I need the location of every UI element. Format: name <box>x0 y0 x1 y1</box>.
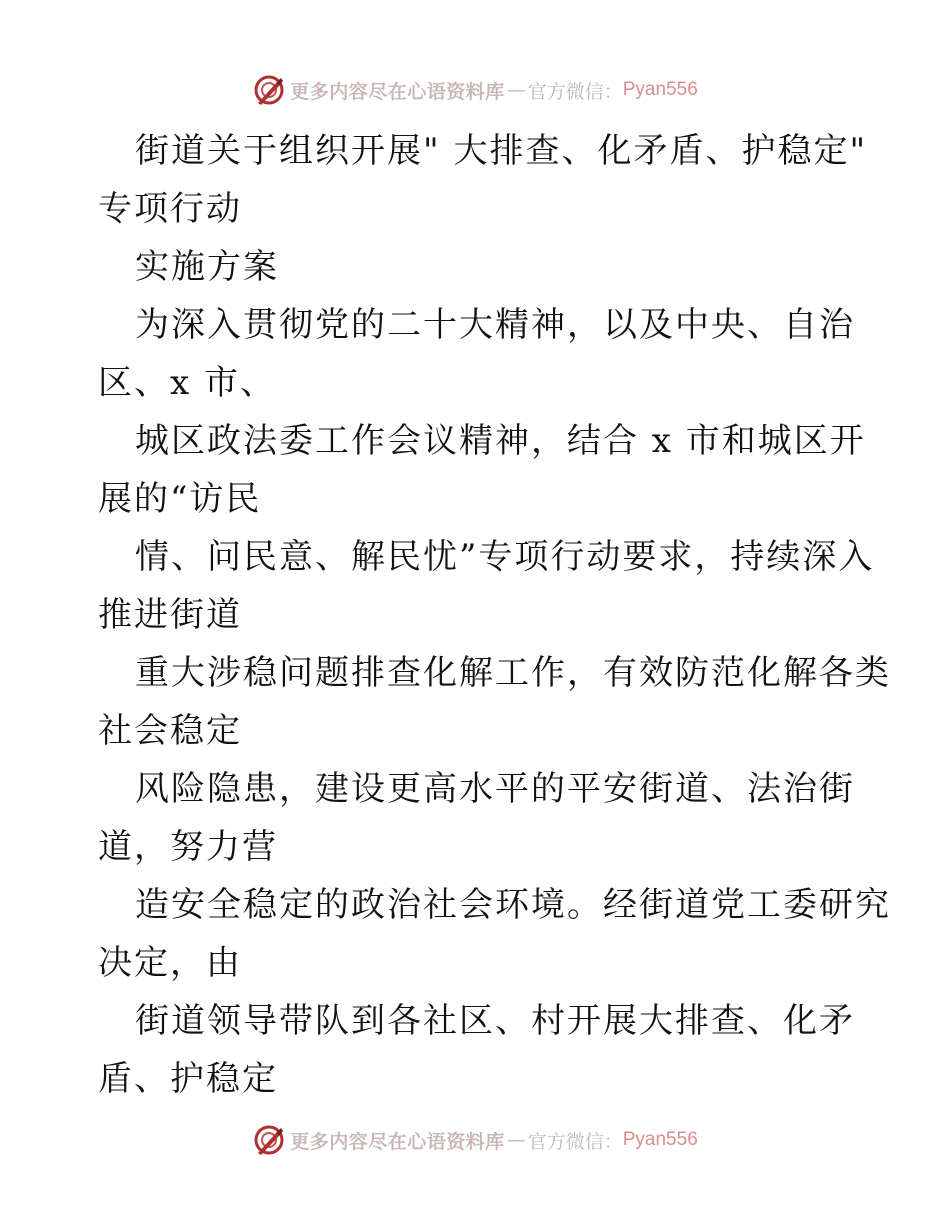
banner-separator: — <box>506 1129 526 1151</box>
banner-wechat-label: 官方微信： <box>527 1130 623 1153</box>
text-line: 重大涉稳问题排查化解工作，有效防范化解各类 <box>135 653 891 693</box>
text-line: 社会稳定 <box>98 711 242 751</box>
banner-separator: — <box>506 79 526 101</box>
text-line: 风险隐患，建设更高水平的平安街道、法治街 <box>135 769 855 809</box>
pen-circle-logo-icon <box>252 1123 286 1157</box>
header-banner <box>0 70 950 110</box>
text-line: 决定，由 <box>98 943 242 983</box>
text-line: 专项行动 <box>98 189 242 229</box>
banner-wechat-label: 官方微信： <box>527 80 623 103</box>
text-line: 街道领导带队到各社区、村开展大排查、化矛 <box>135 1001 855 1041</box>
footer-banner <box>0 1120 950 1160</box>
banner-text: 更多内容尽在心语资料库 <box>290 1130 505 1153</box>
text-line: 盾、护稳定 <box>98 1059 278 1099</box>
text-line: 造安全稳定的政治社会环境。经街道党工委研究 <box>135 885 891 925</box>
banner-handle: Pyan556 <box>622 1129 698 1150</box>
banner-handle: Pyan556 <box>622 79 698 100</box>
text-line: 为深入贯彻党的二十大精神，以及中央、自治 <box>135 305 855 345</box>
text-line: 道，努力营 <box>98 827 278 867</box>
banner-text: 更多内容尽在心语资料库 <box>290 80 505 103</box>
text-line: 推进街道 <box>98 595 242 635</box>
text-line: 街道关于组织开展" 大排查、化矛盾、护稳定" <box>135 131 868 171</box>
pen-circle-logo-icon <box>252 73 286 107</box>
text-line: 实施方案 <box>135 247 279 287</box>
text-line: 城区政法委工作会议精神，结合 x 市和城区开 <box>135 421 866 461</box>
text-line: 区、x 市、 <box>98 363 276 403</box>
text-line: 情、问民意、解民忧”专项行动要求，持续深入 <box>135 537 875 577</box>
text-line: 展的“访民 <box>98 479 262 519</box>
